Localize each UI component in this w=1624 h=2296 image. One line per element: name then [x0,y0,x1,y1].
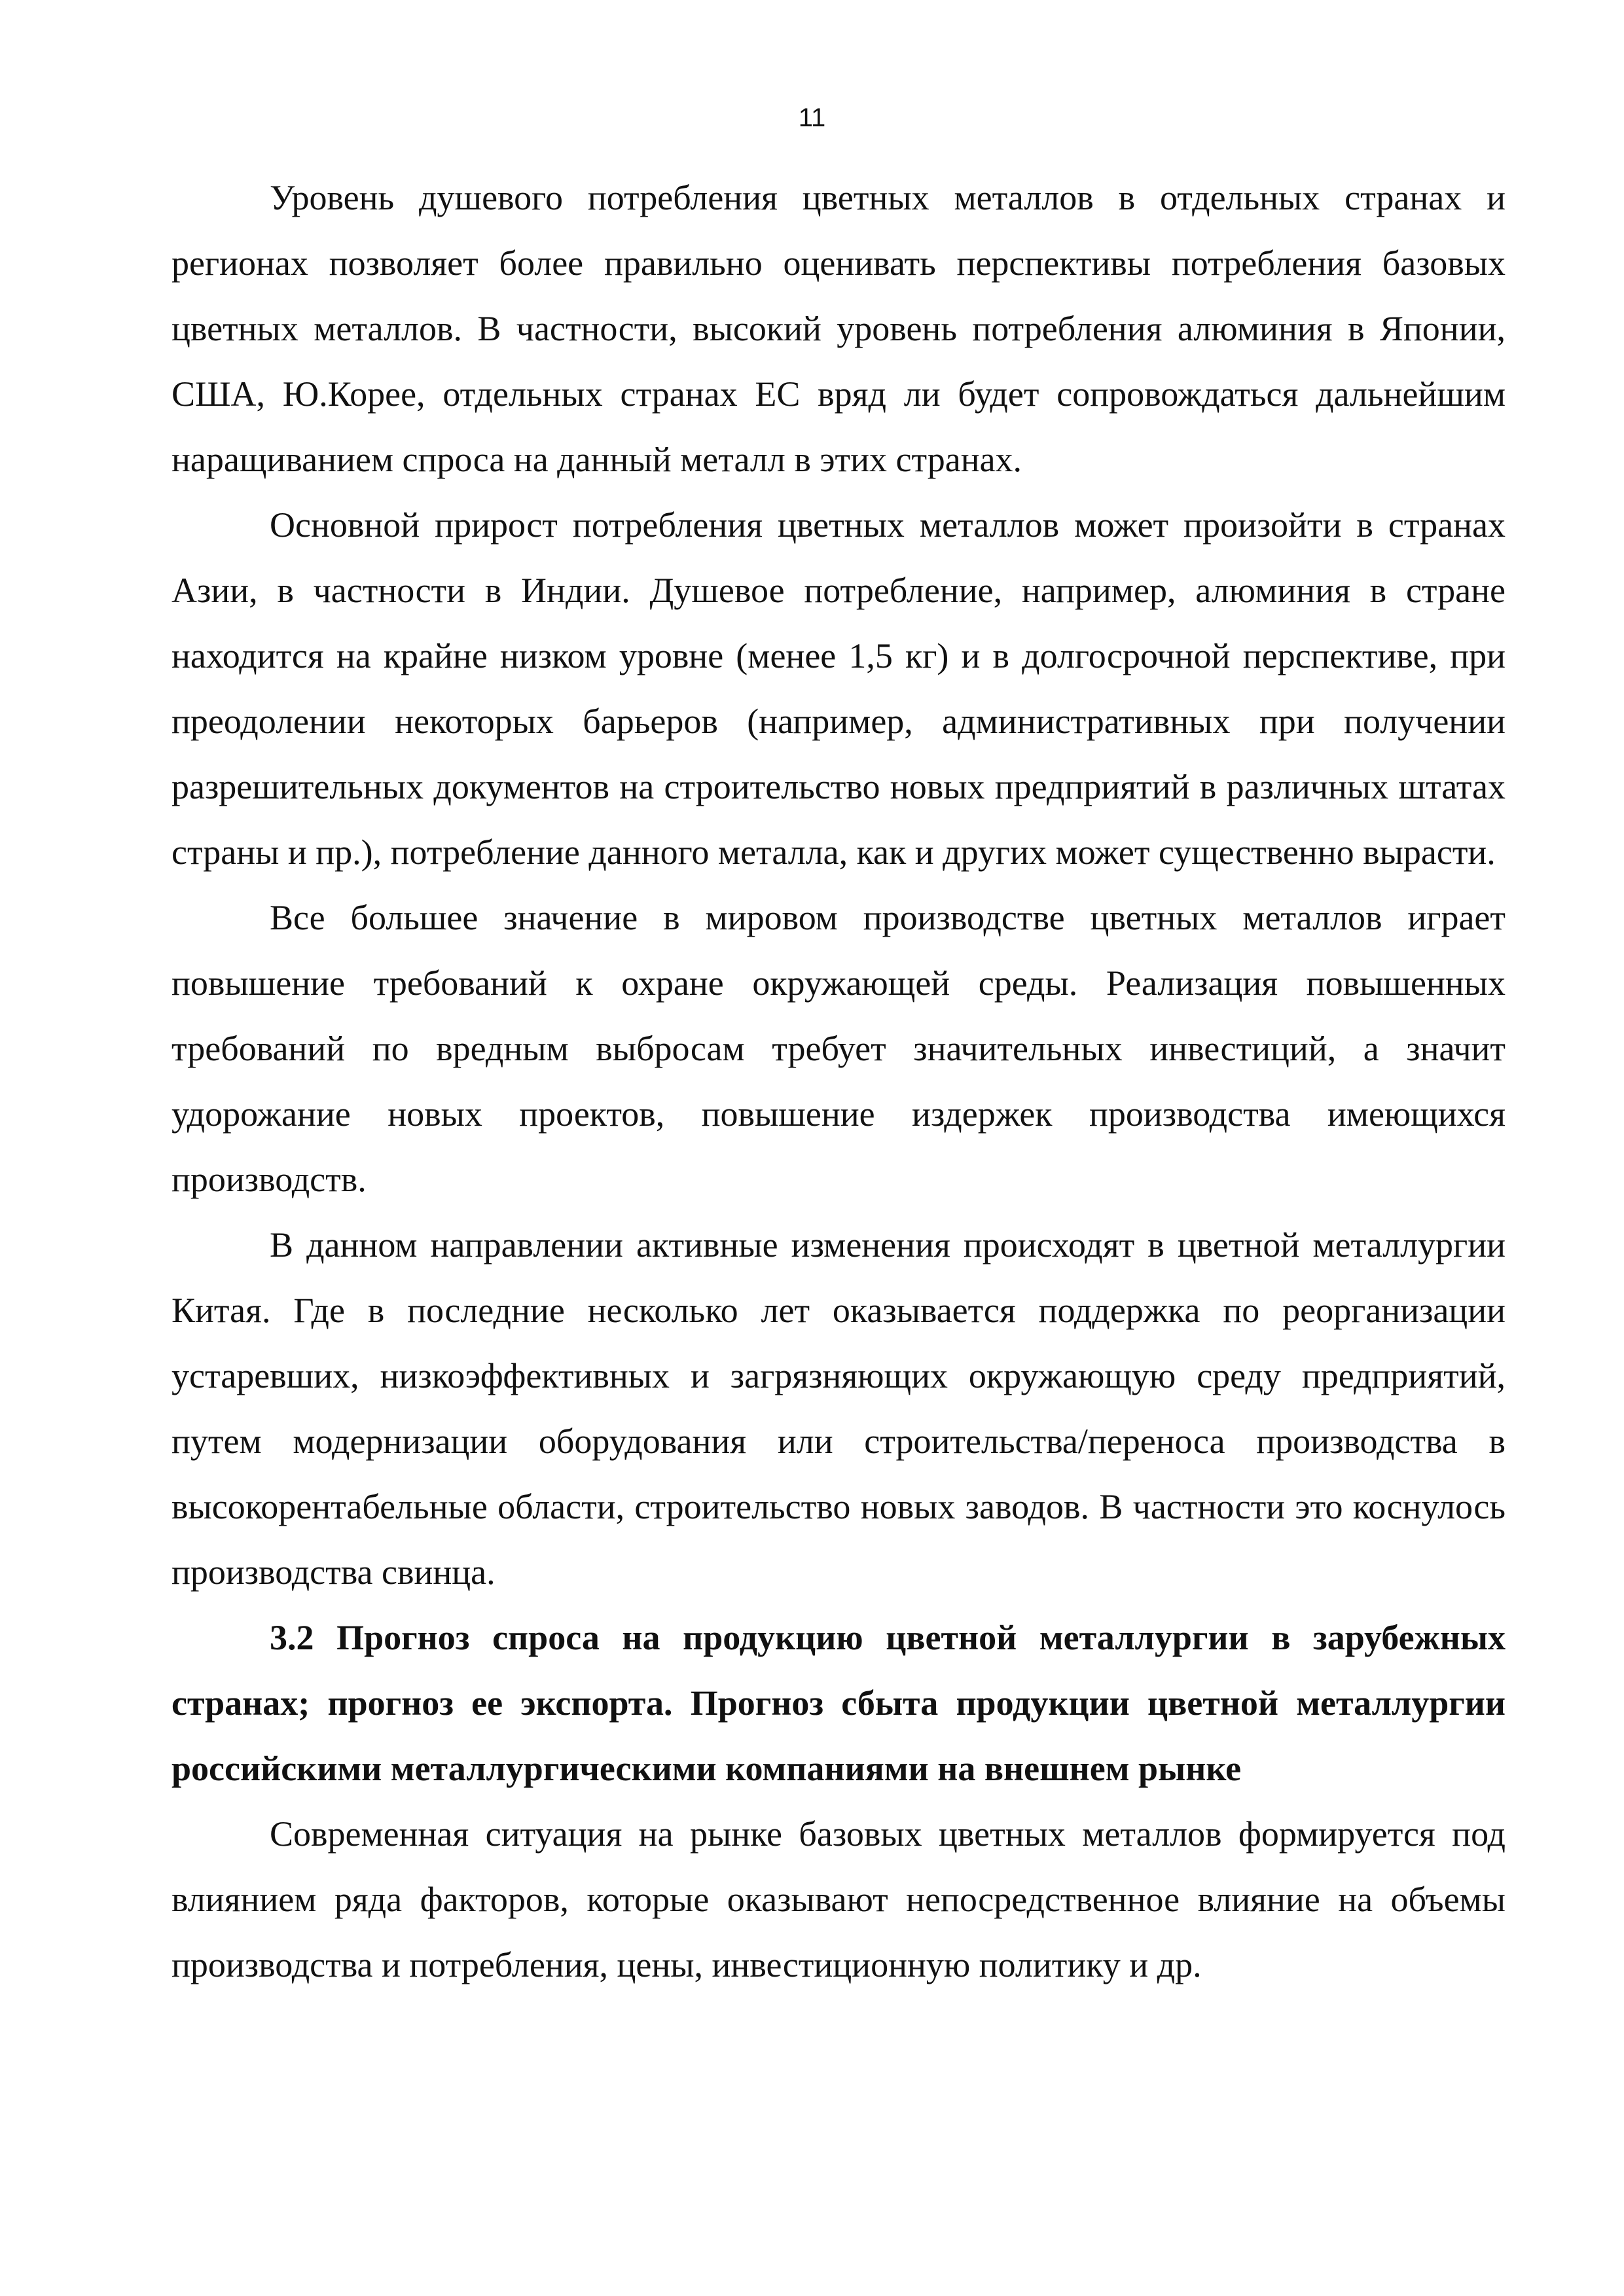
paragraph-environmental-requirements: Все большее значение в мировом производстве цветных металлов играет повышение требований к охране окружающей среды. Реализация повышенных требований по вредным выбросам требует значительных инвестиций, а значит удорожание новых проектов, повышение издержек производства имеющихся производств. [171,898,1506,1199]
paragraph-market-situation: Современная ситуация на рынке базовых цветных металлов формируется под влиянием ряда факторов, которые оказывают непосредственное влияние на объемы производства и потребления, цены, инвестиционную политику и др. [171,1814,1506,1984]
paragraph-china-metallurgy: В данном направлении активные изменения происходят в цветной металлургии Китая. Где в последние несколько лет оказывается поддержка по реорганизации устаревших, низкоэффективных и загрязняющих окружающую среду предприятий, путем модернизации оборудования или строительства/переноса производства в высокорентабельные области, строительство новых заводов. В частности это коснулось производства свинца. [171,1225,1506,1592]
section-heading: 3.2 Прогноз спроса на продукцию цветной металлургии в зарубежных странах; прогноз ее экспорта. Прогноз сбыта продукции цветной металлургии российскими металлургическими компаниями на внешнем рынке [171,1618,1506,1788]
paragraph-per-capita-consumption: Уровень душевого потребления цветных металлов в отдельных странах и регионах позволяет более правильно оценивать перспективы потребления базовых цветных металлов. В частности, высокий уровень потребления алюминия в Японии, США, Ю.Корее, отдельных странах ЕС вряд ли будет сопровождаться дальнейшим наращиванием спроса на данный металл в этих странах. [171,178,1506,479]
document-body [171,165,1506,1998]
paragraph-asia-growth: Основной прирост потребления цветных металлов может произойти в странах Азии, в частности в Индии. Душевое потребление, например, алюминия в стране находится на крайне низком уровне (менее 1,5 кг) и в долгосрочной перспективе, при преодолении некоторых барьеров (например, административных при получении разрешительных документов на строительство новых предприятий в различных штатах страны и пр.), потребление данного металла, как и других может существенно вырасти. [171,505,1506,872]
page-number: 11 [798,103,826,132]
